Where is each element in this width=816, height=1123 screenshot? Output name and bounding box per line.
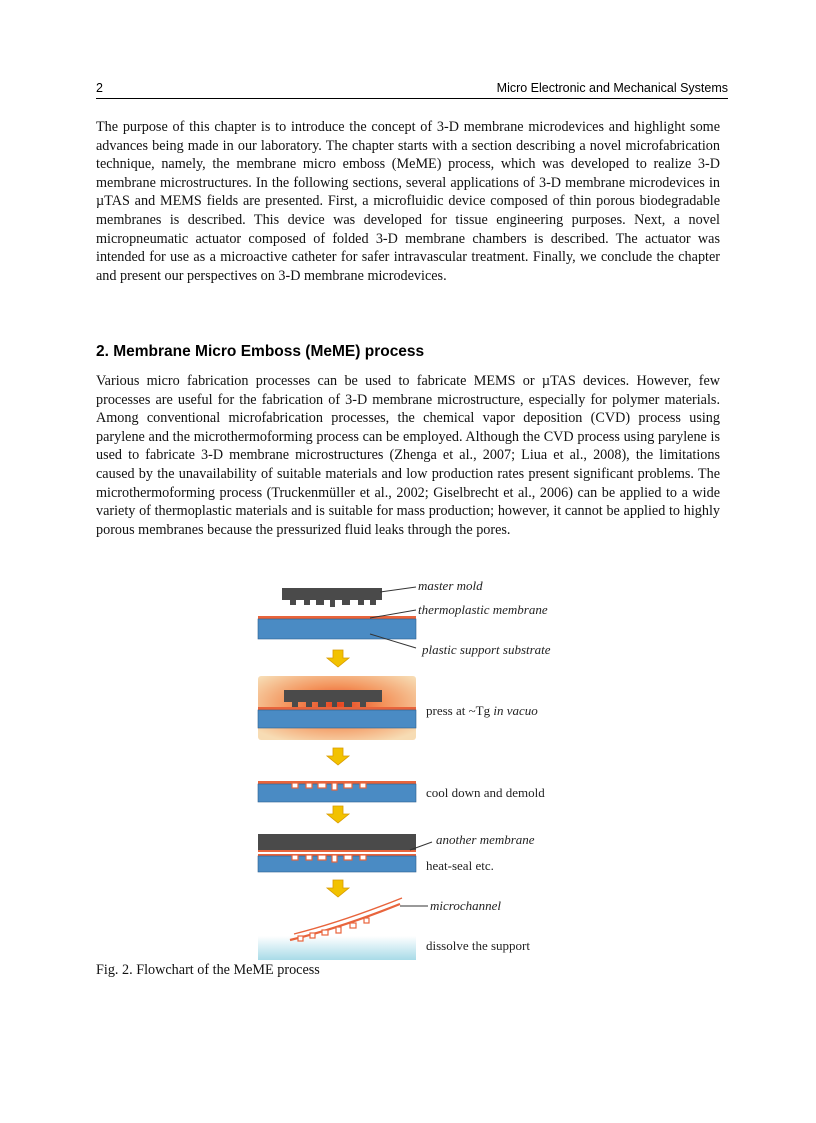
section-heading: 2. Membrane Micro Emboss (MeME) process	[96, 343, 425, 360]
label-another-membrane: another membrane	[436, 832, 535, 847]
label-master-mold: master mold	[418, 578, 483, 593]
flow-arrow-1	[327, 650, 349, 667]
label-plastic-support-substrate: plastic support substrate	[422, 642, 551, 657]
section-paragraph: Various micro fabrication processes can be used to fabricate MEMS or µTAS devices. However, few processes are useful for the fabrication of 3-D membrane microstructure, especially for polymer materials. Among conventional microfabrication processes, the chemical vapor deposition (CVD) process using parylene and the microthermoforming process can be employed. Although the CVD process using parylene is used to fabricate 3-D membrane microstructures (Zhenga et al., 2007; Liua et al., 2008), the limitations caused by the unavailability of suitable materials and low production rates present significant problems. The microthermoforming process (Truckenmüller et al., 2002; Giselbrecht et al., 2006) can be applied to a wide variety of thermoplastic materials and is suitable for mass production; however, it cannot be applied to highly porous membranes because the pressurized fluid leaks through the pores.	[96, 373, 720, 538]
label-cool-down: cool down and demold	[426, 785, 545, 800]
figure-caption: Fig. 2. Flowchart of the MeME process	[96, 962, 320, 978]
released-membrane	[290, 904, 400, 940]
label-dissolve: dissolve the support	[426, 938, 530, 953]
leader-line	[380, 587, 416, 592]
master-mold	[282, 588, 382, 607]
pressed-substrate	[258, 710, 416, 728]
dissolved-support	[258, 936, 416, 960]
flow-arrow-4	[327, 880, 349, 897]
page-header	[96, 80, 728, 99]
thermoplastic-membrane-layer	[258, 616, 416, 619]
flow-arrow-2	[327, 748, 349, 765]
sealing-membrane	[258, 850, 416, 852]
pressed-membrane	[258, 707, 416, 710]
label-heat-seal: heat-seal etc.	[426, 858, 494, 873]
label-press: press at ~Tg in vacuo	[426, 703, 538, 718]
label-thermoplastic-membrane: thermoplastic membrane	[418, 602, 548, 617]
meme-flowchart-figure	[250, 572, 580, 967]
flow-arrow-3	[327, 806, 349, 823]
page-number: 2	[96, 81, 103, 95]
label-microchannel: microchannel	[430, 898, 501, 913]
running-title: Micro Electronic and Mechanical Systems	[496, 81, 728, 95]
released-cover-membrane	[294, 898, 402, 934]
intro-paragraph: The purpose of this chapter is to introduce the concept of 3-D membrane microdevices and highlight some advances being made in our laboratory. The chapter starts with a section describing a novel microfabrication technique, namely, the membrane micro emboss (MeME) process, which was developed to realize 3-D membrane microstructures. In the following sections, several applications of 3-D membrane microdevices in µTAS and MEMS fields are presented. First, a microfluidic device composed of thin porous biodegradable membranes is described. This device was developed for tissue engineering purposes. Next, a novel micropneumatic actuator composed of folded 3-D membrane chambers is described. The actuator was intended for use as a microactive catheter for safer intravascular treatment. Finally, we conclude the chapter and present our perspectives on 3-D membrane microdevices.	[96, 119, 720, 284]
support-substrate-layer	[258, 619, 416, 639]
another-membrane-block	[258, 834, 416, 850]
